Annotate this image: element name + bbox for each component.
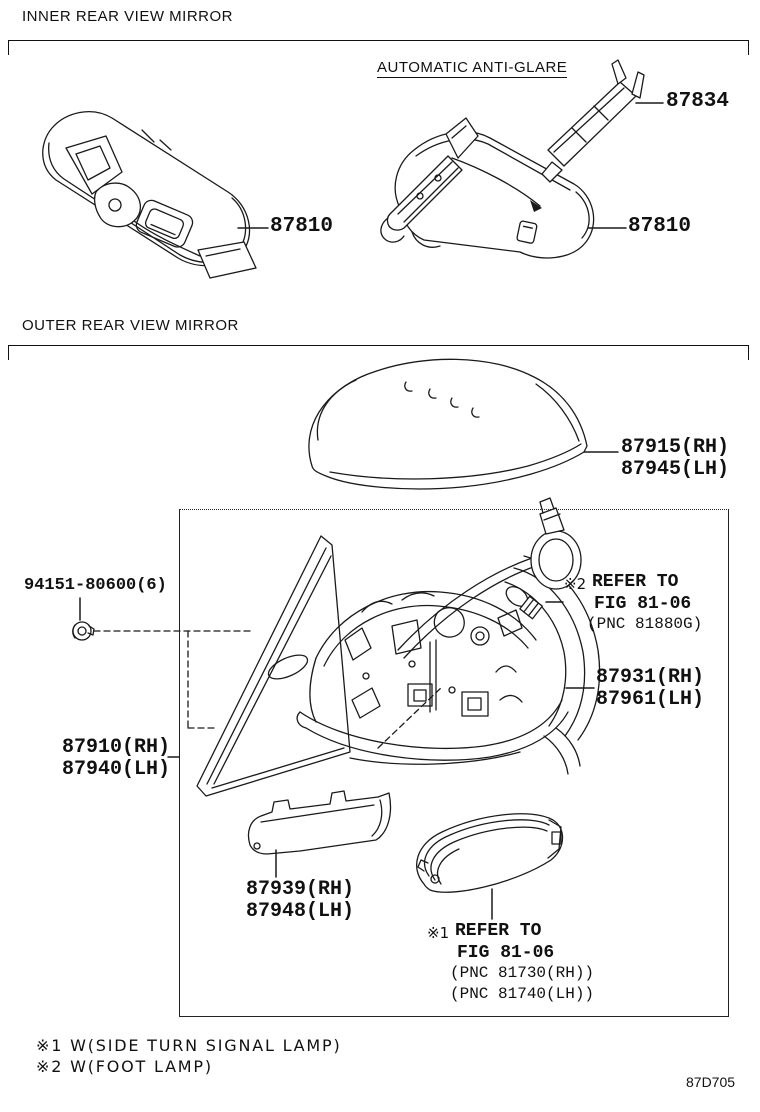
corner-cover-drawing <box>197 536 350 796</box>
outer-section-title: OUTER REAR VIEW MIRROR <box>22 317 239 334</box>
ref-turn-signal-line4: (PNC 81740(LH)) <box>450 985 595 1003</box>
part-label-assembly-lh: 87940(LH) <box>62 758 171 781</box>
ref-foot-lamp-mark: ※2 <box>564 575 587 593</box>
footnote-turn-signal: ※1 W(SIDE TURN SIGNAL LAMP) <box>36 1036 342 1055</box>
part-label-mirror-lh: 87961(LH) <box>596 688 705 711</box>
ref-turn-signal-line1: REFER TO <box>455 921 542 941</box>
turn-signal-lamp-drawing <box>417 814 563 893</box>
ref-turn-signal-line2: FIG 81-06 <box>457 943 555 963</box>
screw-drawing <box>73 622 94 640</box>
ref-turn-signal-line3: (PNC 81730(RH)) <box>450 964 595 982</box>
part-label-87810-right: 87810 <box>628 215 692 238</box>
lower-garnish-drawing <box>248 791 390 854</box>
mirror-cover-drawing <box>309 359 587 489</box>
part-label-garnish-lh: 87948(LH) <box>246 900 355 923</box>
ref-turn-signal-mark: ※1 <box>427 924 450 942</box>
inner-section-title: INNER REAR VIEW MIRROR <box>22 8 234 25</box>
part-label-screw: 94151-80600(6) <box>24 576 167 595</box>
part-label-garnish-rh: 87939(RH) <box>246 878 355 901</box>
ref-foot-lamp-line3: (PNC 81880G) <box>587 615 703 633</box>
part-label-assembly-rh: 87910(RH) <box>62 736 171 759</box>
footnote-foot-lamp: ※2 W(FOOT LAMP) <box>36 1057 213 1076</box>
variant-label: AUTOMATIC ANTI-GLARE <box>377 59 568 76</box>
outer-mirror-assembly-drawing <box>297 498 599 774</box>
harness-87834-drawing <box>542 60 644 182</box>
part-label-87810-left: 87810 <box>270 215 334 238</box>
part-label-cover-rh: 87915(RH) <box>621 436 730 459</box>
figure-code: 87D705 <box>686 1074 736 1090</box>
part-label-87834: 87834 <box>666 90 730 113</box>
inner-mirror-standard-drawing <box>43 112 256 278</box>
part-label-cover-lh: 87945(LH) <box>621 458 730 481</box>
ref-foot-lamp-line1: REFER TO <box>592 572 679 592</box>
ref-foot-lamp-line2: FIG 81-06 <box>594 594 692 614</box>
part-label-mirror-rh: 87931(RH) <box>596 666 705 689</box>
